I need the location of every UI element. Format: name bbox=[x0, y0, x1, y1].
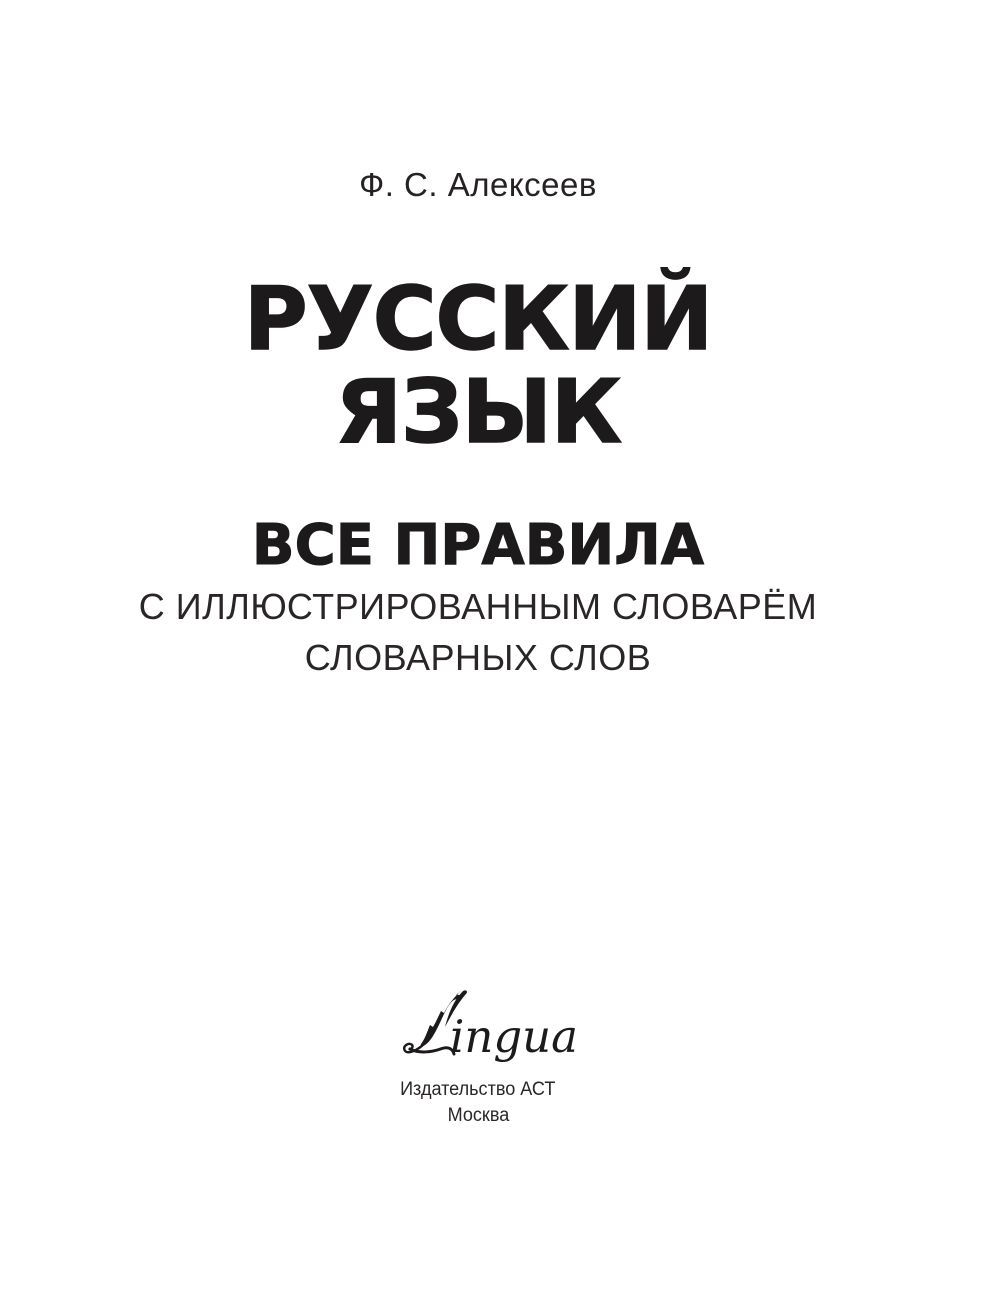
subtitle-line-1: С ИЛЛЮСТРИРОВАННЫМ СЛОВАРЁМ bbox=[138, 586, 818, 627]
publisher-city: Москва bbox=[447, 1105, 509, 1126]
logo-script-text: ingua bbox=[450, 1010, 578, 1063]
subtitle-main: ВСЕ ПРАВИЛА bbox=[251, 513, 705, 578]
book-title-line-1: РУССКИЙ bbox=[243, 268, 713, 370]
lingua-logo bbox=[400, 985, 580, 1080]
subtitle-line-2: СЛОВАРНЫХ СЛОВ bbox=[304, 637, 652, 678]
author-name: Ф. С. Алексеев bbox=[359, 166, 597, 203]
quill-swash bbox=[404, 1043, 454, 1054]
book-title bbox=[0, 268, 956, 463]
publisher-info bbox=[0, 1077, 956, 1129]
publisher-name: Издательство АСТ bbox=[400, 1079, 556, 1100]
subtitle-description bbox=[0, 581, 956, 683]
book-title-line-2: ЯЗЫК bbox=[334, 361, 622, 463]
publisher-logo bbox=[0, 985, 956, 1080]
